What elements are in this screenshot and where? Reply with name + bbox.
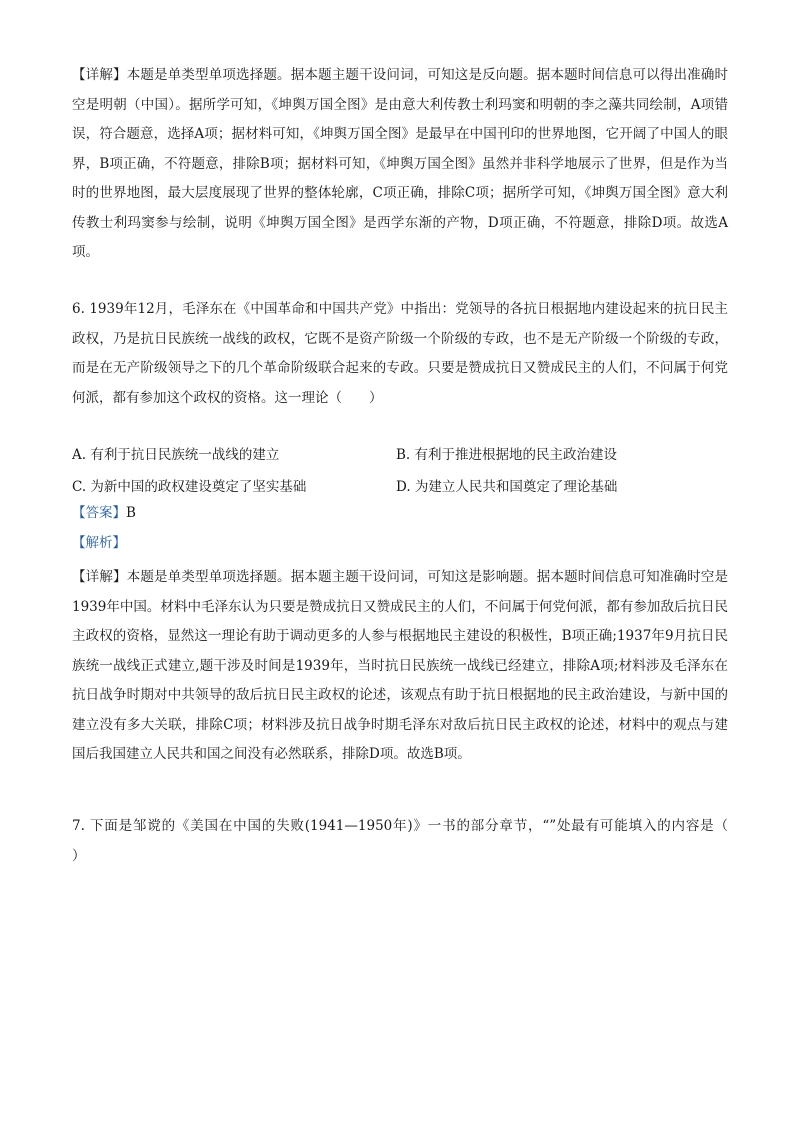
q6-option-b: B. 有利于推进根据地的民主政治建设 xyxy=(396,447,618,463)
q6-detail-label: 【详解】 xyxy=(72,569,127,585)
q6-options-row-2 xyxy=(72,469,728,501)
q6-options xyxy=(72,437,728,501)
q6-detail-paragraph xyxy=(72,563,728,770)
q6-answer xyxy=(72,499,136,529)
q5-detail-paragraph xyxy=(72,61,728,268)
q6-option-d: D. 为建立人民共和国奠定了理论基础 xyxy=(396,479,618,495)
q6-stem: 6. 1939年12月，毛泽东在《中国革命和中国共产党》中指出：党领导的各抗日根据地内建设起来的抗日民主政权，乃是抗日民族统一战线的政权，它既不是资产阶级一个阶级的专政，也不是无产阶级一个阶级的专政，而是在无产阶级领导之下的几个革命阶级联合起来的专政。只要是赞成抗日又赞成民主的人们，不问属于何党何派，都有参加这个政权的资格。这一理论（ ） xyxy=(72,301,728,406)
q6-analysis-label xyxy=(72,529,126,559)
q6-answer-value: B xyxy=(126,505,136,521)
q5-detail-label: 【详解】 xyxy=(72,67,127,83)
q6-option-a: A. 有利于抗日民族统一战线的建立 xyxy=(72,447,280,463)
q6-answer-label: 【答案】 xyxy=(72,505,126,521)
q6-option-c: C. 为新中国的政权建设奠定了坚实基础 xyxy=(72,479,307,495)
q7-stem: 7. 下面是邹谠的《美国在中国的失败(1941—1950年)》一书的部分章节，“”处最有可能填入的内容是（ ） xyxy=(72,818,755,864)
q5-detail-text: 本题是单类型单项选择题。据本题主题干设问词，可知这是反向题。据本题时间信息可以得出准确时空是明朝（中国）。据所学可知，《坤舆万国全图》是由意大利传教士利玛窦和明朝的李之藻共同绘制，A项错误，符合题意，选择A项；据材料可知，《坤舆万国全图》是最早在中国刊印的世界地图，它开阔了中国人的眼界，B项正确，不符题意，排除B项；据材料可知，《坤舆万国全图》虽然并非科学地展示了世界，但是作为当时的世界地图，最大层度展现了世界的整体轮廓，C项正确，排除C项；据所学可知，《坤舆万国全图》意大利传教士利玛窦参与绘制，说明《坤舆万国全图》是西学东渐的产物，D项正确，不符题意，排除D项。故选A项。 xyxy=(72,67,729,260)
q6-analysis-label-text: 【解析】 xyxy=(72,535,126,551)
q6-detail-text: 本题是单类型单项选择题。据本题主题干设问词，可知这是影响题。据本题时间信息可知准确时空是1939年中国。材料中毛泽东认为只要是赞成抗日又赞成民主的人们，不问属于何党何派，都有参加敌后抗日民主政权的资格，显然这一理论有助于调动更多的人参与根据地民主建设的积极性，B项正确;1937年9月抗日民族统一战线正式建立,题干涉及时间是1939年，当时抗日民族统一战线已经建立，排除A项;材料涉及毛泽东在抗日战争时期对中共领导的敌后抗日民主政权的论述，该观点有助于抗日根据地的民主政治建设，与新中国的建立没有多大关联，排除C项；材料涉及抗日战争时期毛泽东对敌后抗日民主政权的论述，材料中的观点与建国后我国建立人民共和国之间没有必然联系，排除D项。故选B项。 xyxy=(72,569,729,762)
q6-options-row-1 xyxy=(72,437,728,469)
